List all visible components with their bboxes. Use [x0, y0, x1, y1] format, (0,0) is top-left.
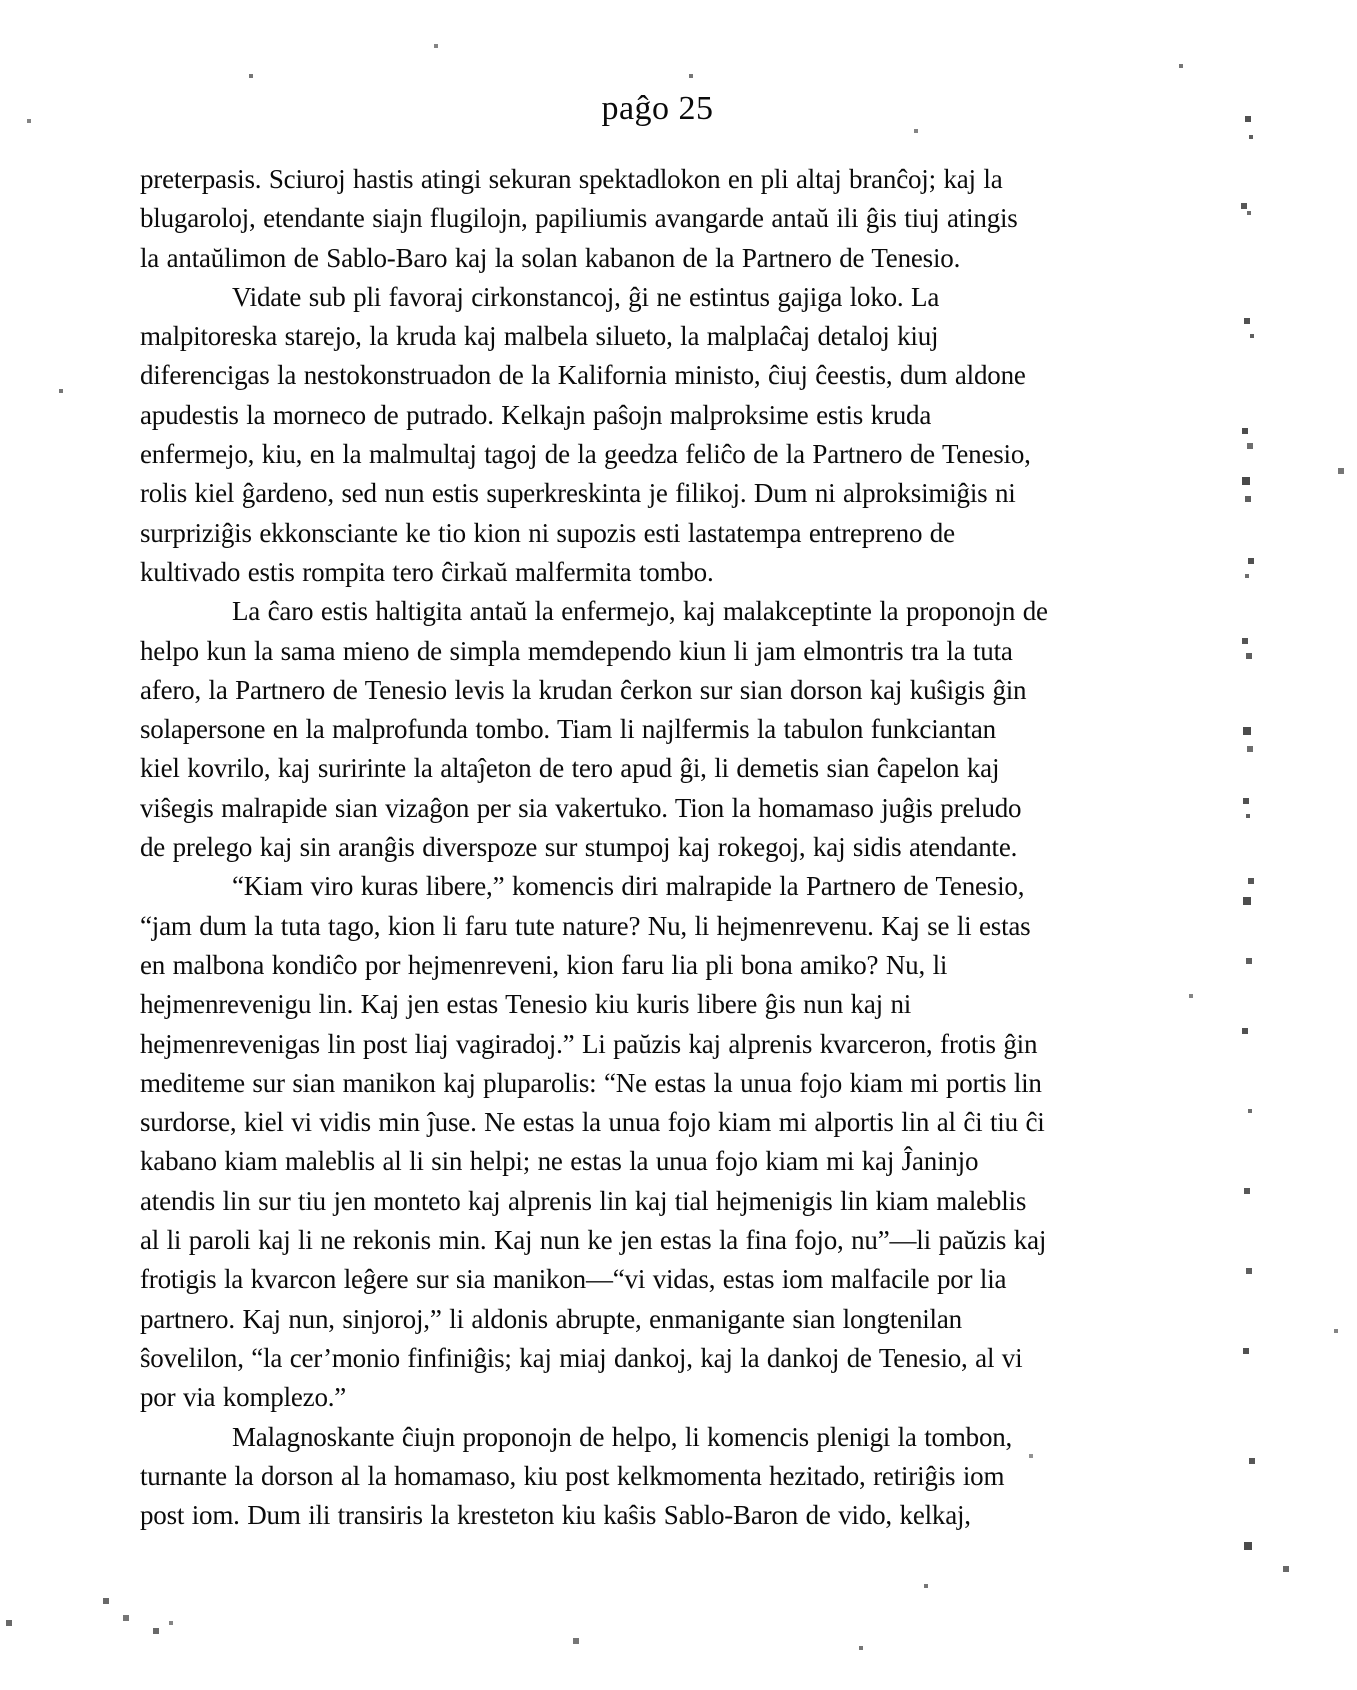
text-line: surdorse, kiel vi vidis min ĵuse. Ne estas la unua fojo kiam mi alportis lin al ĉi tiu ĉi [140, 1107, 1045, 1138]
text-line: mediteme sur sian manikon kaj pluparolis: “Ne estas la unua fojo kiam mi portis lin [140, 1067, 1042, 1098]
text-line: apudestis la morneco de putrado. Kelkajn paŝojn malproksime estis kruda [140, 399, 932, 430]
text-line: hejmenrevenigas lin post liaj vagiradoj.” Li paŭzis kaj alprenis kvarceron, frotis ĝin [140, 1028, 1038, 1059]
text-line: enfermejo, kiu, en la malmultaj tagoj de la geedza feliĉo de la Partnero de Tenesio, [140, 439, 1031, 470]
text-line: kabano kiam maleblis al li sin helpi; ne estas la unua fojo kiam mi kaj Ĵaninjo [140, 1146, 979, 1177]
paragraph [140, 592, 1200, 867]
text-line: post iom. Dum ili transiris la kresteton kiu kaŝis Sablo-Baron de vido, kelkaj, [140, 1500, 971, 1531]
text-line: afero, la Partnero de Tenesio levis la krudan ĉerkon sur sian dorson kaj kuŝigis ĝin [140, 674, 1027, 705]
page-number-heading: paĝo 25 [601, 90, 714, 127]
text-line: rolis kiel ĝardeno, sed nun estis superkreskinta je filikoj. Dum ni alproksimiĝis ni [140, 478, 1016, 509]
text-line: helpo kun la sama mieno de simpla memdependo kiun li jam elmontris tra la tuta [140, 635, 1013, 666]
text-line: en malbona kondiĉo por hejmenreveni, kion faru lia pli bona amiko? Nu, li [140, 949, 948, 980]
text-line: partnero. Kaj nun, sinjoroj,” li aldonis abrupte, enmanigante sian longtenilan [140, 1303, 962, 1334]
text-line: al li paroli kaj li ne rekonis min. Kaj nun ke jen estas la fina fojo, nu”—li paŭzis kaj [140, 1225, 1047, 1256]
text-line: frotigis la kvarcon leĝere sur sia manikon—“vi vidas, estas iom malfacile por lia [140, 1264, 1007, 1295]
text-line: ŝovelilon, “la cer’monio finfiniĝis; kaj miaj dankoj, kaj la dankoj de Tenesio, al vi [140, 1342, 1023, 1373]
scan-noise-right-edge [0, 0, 2, 2]
paragraph [140, 1418, 1200, 1536]
text-line: surpriziĝis ekkonsciante ke tio kion ni supozis esti lastatempa entrepreno de [140, 517, 955, 548]
text-line: solapersone en la malprofunda tombo. Tiam li najlfermis la tabulon funkciantan [140, 714, 996, 745]
text-line: hejmenrevenigu lin. Kaj jen estas Tenesio kiu kuris libere ĝis nun kaj ni [140, 989, 912, 1020]
text-line: la antaŭlimon de Sablo-Baro kaj la solan kabanon de la Partnero de Tenesio. [140, 242, 961, 273]
text-line: Malagnoskante ĉiujn proponojn de helpo, li komencis plenigi la tombon, [232, 1421, 1013, 1452]
text-line: viŝegis malrapide sian vizaĝon per sia vakertuko. Tion la homamaso juĝis preludo [140, 792, 1022, 823]
text-line: Vidate sub pli favoraj cirkonstancoj, ĝi ne estintus gajiga loko. La [232, 281, 940, 312]
text-line: turnante la dorson al la homamaso, kiu post kelkmomenta hezitado, retiriĝis iom [140, 1460, 1005, 1491]
text-line: “Kiam viro kuras libere,” komencis diri malrapide la Partnero de Tenesio, [232, 871, 1025, 902]
text-line: La ĉaro estis haltigita antaŭ la enfermejo, kaj malakceptinte la proponojn de [232, 596, 1048, 627]
scan-noise-specks [0, 0, 2, 2]
text-line: diferencigas la nestokonstruadon de la Kalifornia ministo, ĉiuj ĉeestis, dum aldone [140, 360, 1026, 391]
text-line: blugaroloj, etendante siajn flugilojn, papiliumis avangarde antaŭ ili ĝis tiuj atingis [140, 203, 1018, 234]
text-line: kultivado estis rompita tero ĉirkaŭ malfermita tombo. [140, 556, 714, 587]
text-line: “jam dum la tuta tago, kion li faru tute nature? Nu, li hejmenrevenu. Kaj se li estas [140, 910, 1031, 941]
text-line: preterpasis. Sciuroj hastis atingi sekuran spektadlokon en pli altaj branĉoj; kaj la [140, 164, 1003, 194]
paragraph [140, 278, 1200, 592]
text-line: malpitoreska starejo, la kruda kaj malbela silueto, la malplaĉaj detaloj kiuj [140, 321, 939, 352]
paragraph [140, 867, 1200, 1417]
paragraph [140, 160, 1200, 278]
text-line: de prelego kaj sin aranĝis diverspoze sur stumpoj kaj rokegoj, kaj sidis atendante. [140, 832, 1018, 863]
text-line: por via komplezo.” [140, 1382, 347, 1413]
text-block [140, 160, 1200, 1535]
text-line: atendis lin sur tiu jen monteto kaj alprenis lin kaj tial hejmenigis lin kiam maleblis [140, 1185, 1027, 1216]
text-line: kiel kovrilo, kaj suririnte la altaĵeton de tero apud ĝi, li demetis sian ĉapelon kaj [140, 753, 1000, 784]
